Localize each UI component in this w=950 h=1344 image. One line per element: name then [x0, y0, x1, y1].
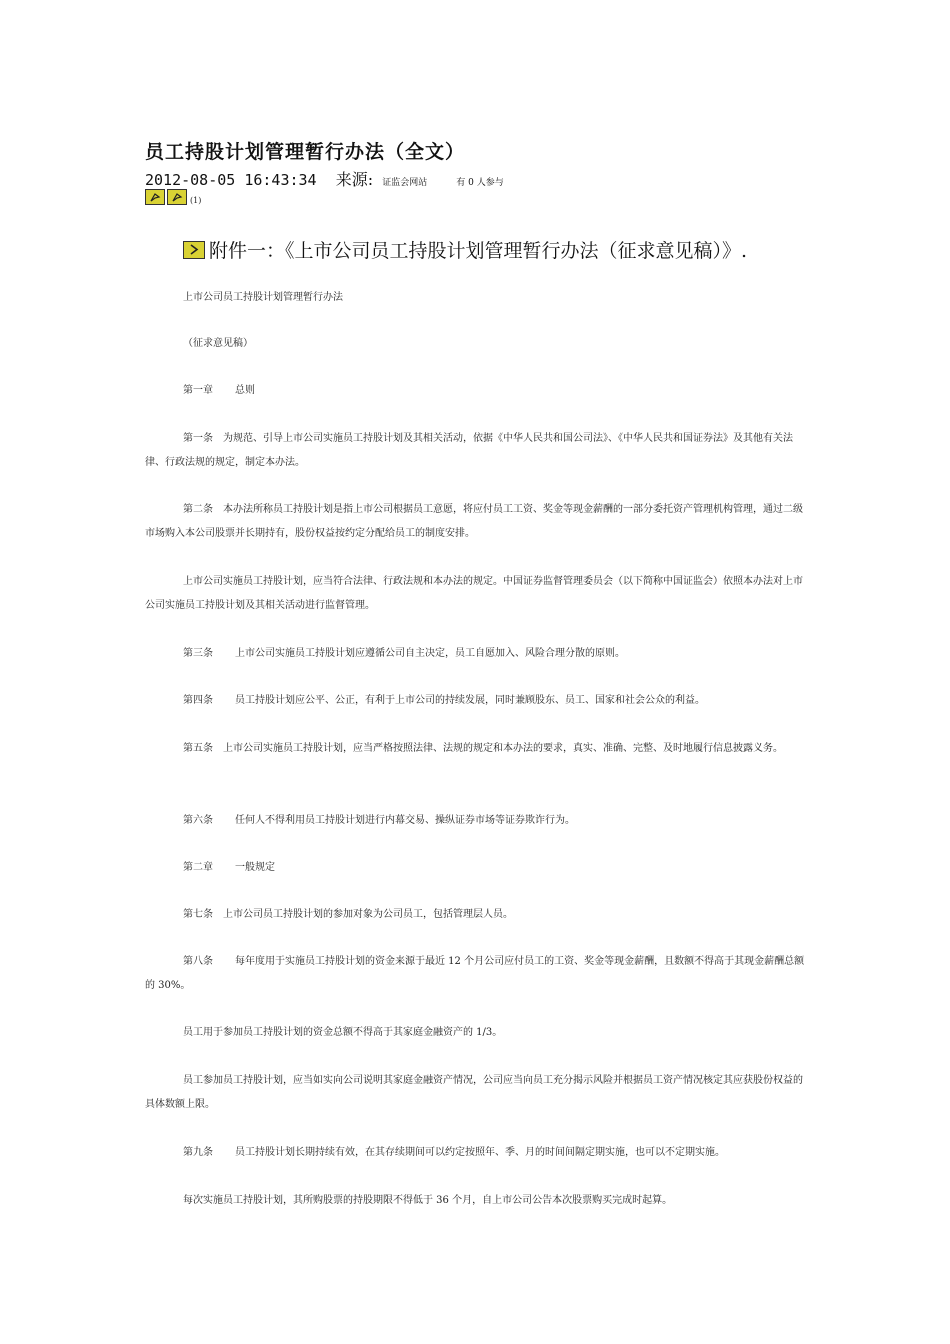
- arrow-right-icon: [183, 241, 205, 259]
- article-paragraph: 第九条 员工持股计划长期持续有效，在其存续期间可以约定按照年、季、月的时间间隔定期实施，也可以不定期实施。: [183, 1147, 725, 1158]
- attachment-label: 附件一：《上市公司员工持股计划管理暂行办法（征求意见稿）》.: [209, 240, 748, 262]
- icon-note: (1): [190, 196, 202, 205]
- article-paragraph: 第六条 任何人不得利用员工持股计划进行内幕交易、操纵证券市场等证券欺诈行为。: [183, 815, 575, 826]
- attachment-link[interactable]: [183, 236, 747, 263]
- share-icon[interactable]: [145, 189, 165, 205]
- article-paragraph: 员工用于参加员工持股计划的资金总额不得高于其家庭金融资产的 1/3。: [183, 1027, 503, 1038]
- article-meta: [145, 167, 504, 190]
- source-label: 来源:: [335, 170, 374, 189]
- chapter-heading: 第二章 一般规定: [183, 862, 275, 873]
- share-icons: [145, 189, 201, 205]
- share-icon[interactable]: [167, 189, 187, 205]
- document-subheading: （征求意见稿）: [183, 338, 253, 349]
- article-paragraph: 第一条 为规范、引导上市公司实施员工持股计划及其相关活动，依据《中华人民共和国公司法》、《中华人民共和国证券法》及其他有关法律、行政法规的规定，制定本办法。: [145, 433, 793, 468]
- document-heading: 上市公司员工持股计划管理暂行办法: [183, 292, 343, 303]
- article-paragraph: 上市公司实施员工持股计划，应当符合法律、行政法规和本办法的规定。中国证券监督管理委员会（以下简称中国证监会）依照本办法对上市公司实施员工持股计划及其相关活动进行监督管理。: [145, 576, 803, 611]
- article-paragraph: 第五条 上市公司实施员工持股计划，应当严格按照法律、法规的规定和本办法的要求，真实、准确、完整、及时地履行信息披露义务。: [183, 743, 783, 754]
- article-paragraph: 每次实施员工持股计划，其所购股票的持股期限不得低于 36 个月，自上市公司公告本次股票购买完成时起算。: [183, 1195, 673, 1206]
- article-paragraph: 第二条 本办法所称员工持股计划是指上市公司根据员工意愿，将应付员工工资、奖金等现金薪酬的一部分委托资产管理机构管理，通过二级市场购入本公司股票并长期持有，股份权益按约定分配给员工的制度安排。: [145, 504, 803, 539]
- article-paragraph: 第三条 上市公司实施员工持股计划应遵循公司自主决定，员工自愿加入、风险合理分散的原则。: [183, 648, 625, 659]
- article-paragraph: 第八条 每年度用于实施员工持股计划的资金来源于最近 12 个月公司应付员工的工资、奖金等现金薪酬，且数额不得高于其现金薪酬总额的 30%。: [145, 956, 805, 991]
- article-paragraph: 员工参加员工持股计划，应当如实向公司说明其家庭金融资产情况，公司应当向员工充分揭示风险并根据员工资产情况核定其应获股份权益的具体数额上限。: [145, 1075, 803, 1110]
- article-paragraph: 第四条 员工持股计划应公平、公正，有利于上市公司的持续发展，同时兼顾股东、员工、国家和社会公众的利益。: [183, 695, 705, 706]
- source-link[interactable]: 证监会网站: [382, 178, 428, 188]
- participant-count[interactable]: 有 0 人参与: [456, 178, 504, 188]
- chapter-heading: 第一章 总则: [183, 385, 255, 396]
- article-paragraph: 第七条 上市公司员工持股计划的参加对象为公司员工，包括管理层人员。: [183, 909, 513, 920]
- publish-timestamp: 2012-08-05 16:43:34: [145, 171, 317, 189]
- page-title: 员工持股计划管理暂行办法（全文）: [145, 141, 466, 163]
